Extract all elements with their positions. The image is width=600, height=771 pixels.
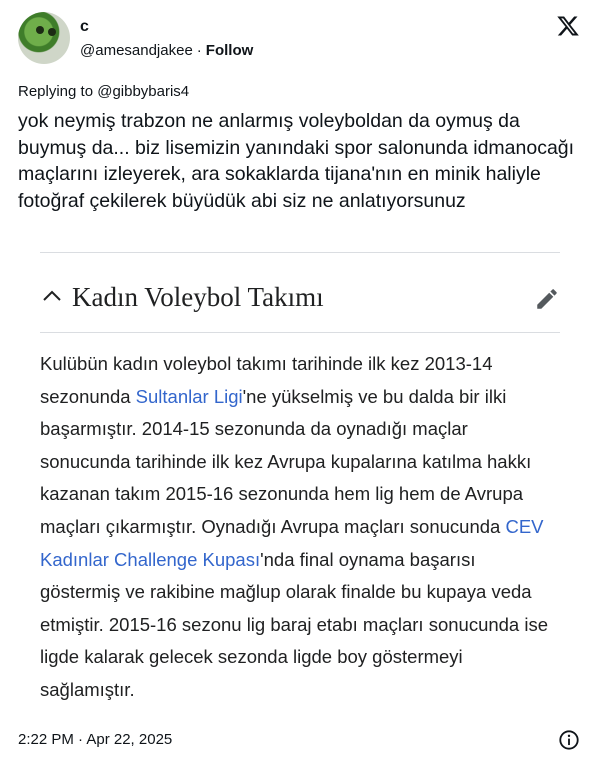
- tweet-text: yok neymiş trabzon ne anlarmış voleyboldan da oymuş da buymuş da... biz lisemizin yanındaki spor salonunda idmanocağı maçlarını izleyerek, ara sokaklarda tijana'nın en minik haliyle fotoğraf çekilerek büyüdük abi siz ne anlatıyorsunuz: [18, 110, 575, 212]
- section-title: Kadın Voleybol Takımı: [72, 282, 324, 312]
- chevron-up-icon[interactable]: [40, 284, 64, 308]
- display-name[interactable]: c: [80, 18, 89, 35]
- replying-to[interactable]: Replying to @gibbybaris4: [18, 83, 190, 100]
- timestamp[interactable]: 2:22 PM · Apr 22, 2025: [18, 731, 173, 748]
- user-handle[interactable]: @amesandjakee: [80, 42, 193, 59]
- tweet-header: [18, 12, 584, 68]
- article-paragraph: [40, 348, 560, 707]
- avatar[interactable]: [18, 12, 70, 64]
- section-divider: [40, 332, 560, 333]
- pencil-icon[interactable]: [534, 286, 560, 312]
- link-sultanlar-ligi[interactable]: Sultanlar Ligi: [135, 385, 243, 407]
- follow-button[interactable]: Follow: [205, 42, 254, 59]
- handle-line: [80, 42, 253, 59]
- x-logo-icon[interactable]: [556, 14, 580, 38]
- article-text-2: 'ne yükselmiş ve bu dalda bir ilki başarmıştır. 2014-15 sezonunda da oynadığı maçlar sonucunda tarihinde ilk kez Avrupa kupalarına katılma hakkı kazanan takım 2015-16 sezonunda hem lig hem de Avrupa maçları çıkarmıştır. Oynadığı Avrupa maçları sonucunda: [40, 385, 532, 537]
- article-text-3: 'nda final oynama başarısı göstermiş ve rakibine mağlup olarak finalde bu kupaya veda etmiştir. 2015-16 sezonu lig baraj etabı maçları sonucunda ise ligde kalarak gelecek sezonda ligde boy göstermeyi sağlamıştır.: [40, 548, 549, 700]
- separator-dot: ·: [196, 42, 202, 59]
- link-cev-challenge-cup[interactable]: CEV Kadınlar Challenge Kupası: [40, 515, 544, 570]
- article-text-1: Kulübün kadın voleybol takımı tarihinde ilk kez 2013-14 sezonunda: [40, 353, 493, 407]
- info-icon[interactable]: [558, 729, 580, 751]
- wikipedia-screenshot: [40, 252, 560, 712]
- top-divider: [40, 252, 560, 253]
